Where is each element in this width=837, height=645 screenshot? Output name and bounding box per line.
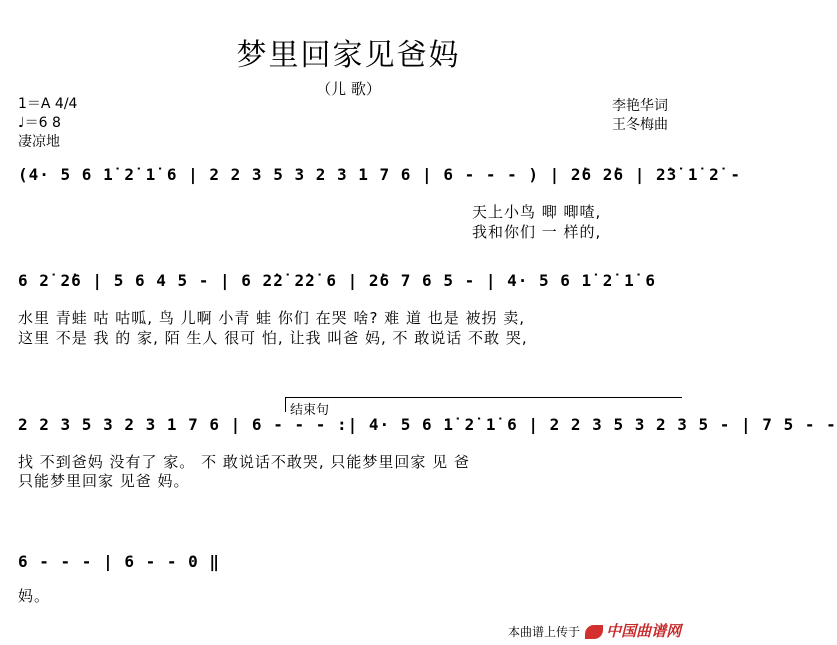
page-title: 梦里回家见爸妈 bbox=[236, 38, 461, 73]
site-logo-icon bbox=[585, 625, 603, 639]
lyric-line-1-verse-2: 我和你们 一 样的, bbox=[472, 223, 602, 241]
lyric-line-1-verse-1: 天上小鸟 唧 唧喳, bbox=[472, 203, 602, 221]
source-credit bbox=[508, 620, 681, 641]
tempo-marking: ♩＝6 8 bbox=[18, 115, 61, 131]
notation-line-2: 6 2̇ 2̇6 | 5 6 4 5 - | 6 2̇2̇ 2̇2̇ 6 | 2̇6 7 6 5 - | 4· 5 6 1̇ 2̇ 1̇ 6 bbox=[18, 271, 656, 290]
lyric-line-3-verse-1: 找 不到爸妈 没有了 家。 不 敢说话不敢哭, 只能梦里回家 见 爸 bbox=[18, 453, 470, 471]
ending-bracket bbox=[285, 397, 682, 412]
lyricist-credit: 李艳华词 bbox=[612, 98, 668, 114]
lyric-line-4: 妈。 bbox=[18, 587, 51, 605]
lyric-line-2-verse-2: 这里 不是 我 的 家, 陌 生人 很可 怕, 让我 叫爸 妈, 不 敢说话 不敢 哭, bbox=[18, 329, 528, 347]
credit-text: 本曲谱上传于 bbox=[508, 625, 581, 639]
composer-credit: 王冬梅曲 bbox=[612, 117, 668, 133]
site-logo-text: 中国曲谱网 bbox=[606, 622, 682, 640]
notation-line-3: 2 2 3 5 3 2 3 1 7 6 | 6 - - - :| 4· 5 6 1̇ 2̇ 1̇ 6 | 2 2 3 5 3 2 3 5 - | 7 5 - - bbox=[18, 415, 837, 434]
lyric-line-2-verse-1: 水里 青蛙 咕 咕呱, 鸟 儿啊 小青 蛙 你们 在哭 啥? 难 道 也是 被拐 卖, bbox=[18, 309, 526, 327]
mood-marking: 凄凉地 bbox=[18, 134, 60, 150]
subtitle: （儿 歌） bbox=[316, 80, 381, 98]
key-signature: 1＝A 4/4 bbox=[18, 96, 78, 112]
notation-line-4: 6 - - - | 6 - - 0 ‖ bbox=[18, 552, 221, 571]
lyric-line-3-verse-2: 只能梦里回家 见爸 妈。 bbox=[18, 472, 190, 490]
ending-label: 结束句 bbox=[290, 403, 330, 418]
notation-line-1: (4· 5 6 1̇ 2̇ 1̇ 6 | 2 2 3 5 3 2 3 1 7 6 | 6 - - - ) | 2̇6 2̇6 | 2̇3̇ 1̇ 2̇ - bbox=[18, 165, 742, 184]
